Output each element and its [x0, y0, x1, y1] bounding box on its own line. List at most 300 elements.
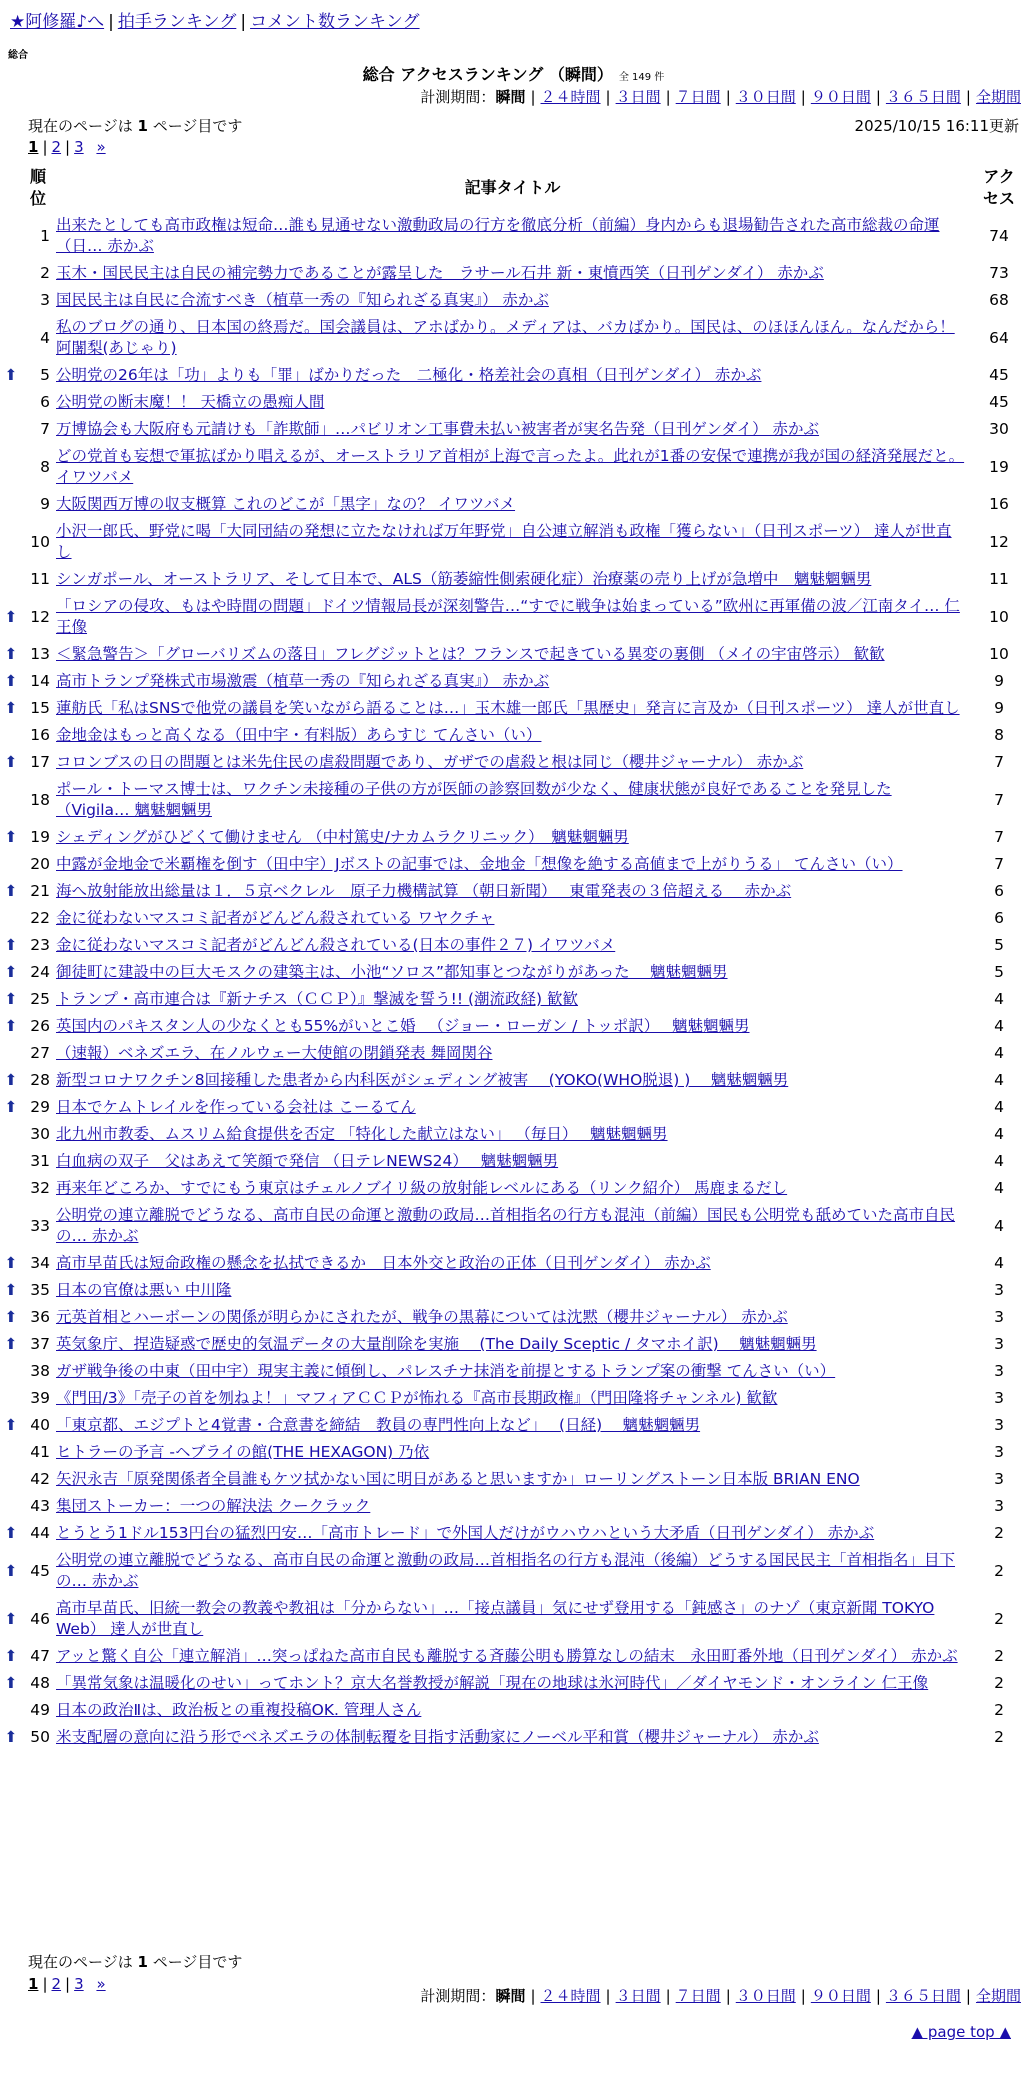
rank-number: 43 — [30, 1497, 50, 1515]
article-title-cell — [54, 722, 971, 749]
period-all[interactable]: 全期間 — [975, 88, 1021, 106]
rank-change-cell — [0, 1040, 22, 1067]
rank-number: 33 — [30, 1216, 50, 1235]
article-title-link[interactable]: アッと驚く自公「連立解消」…突っぱねた高市自民も離脱する斉藤公明も勝算なしの結末 永田町番外地（日刊ゲンダイ） 赤かぶ — [56, 1647, 958, 1665]
header-rank-label: 順位 — [29, 167, 46, 208]
rank-change-cell — [0, 749, 22, 776]
table-row — [0, 1013, 1027, 1040]
rank-up-arrow-icon: ⬆ — [4, 1647, 18, 1665]
rank-change-cell — [0, 905, 22, 932]
article-title-link[interactable]: 金に従わないマスコミ記者がどんどん殺されている ワヤクチャ — [56, 909, 495, 927]
article-title-cell — [54, 1595, 971, 1643]
access-count: 4 — [994, 1254, 1004, 1272]
rank-change-cell — [0, 1547, 22, 1595]
access-count: 6 — [994, 909, 1004, 927]
rank-up-arrow-icon: ⬆ — [4, 1071, 18, 1089]
rank-number: 12 — [30, 607, 50, 626]
rank-number: 30 — [30, 1125, 50, 1143]
access-count: 4 — [994, 1216, 1004, 1235]
article-title-link[interactable]: 国民民主は自民に合流すべき（植草一秀の『知られざる真実』） 赤かぶ — [56, 291, 549, 309]
period-selector-top — [420, 86, 1021, 108]
home-link[interactable]: ★阿修羅♪へ — [10, 12, 105, 32]
period-7d[interactable]: ７日間 — [675, 88, 721, 106]
article-title-cell — [54, 749, 971, 776]
pager-separator: | — [65, 1975, 71, 1993]
comment-ranking-link[interactable]: コメント数ランキング — [250, 12, 420, 32]
table-row — [0, 878, 1027, 905]
pager-page-2[interactable]: 2 — [51, 1975, 62, 1993]
article-title-cell — [54, 1094, 971, 1121]
rank-up-arrow-icon: ⬆ — [4, 1254, 18, 1272]
access-count: 12 — [989, 532, 1009, 551]
page-info-prefix: 現在のページは — [28, 117, 133, 135]
access-count: 3 — [994, 1416, 1004, 1434]
rank-up-arrow-icon: ⬆ — [4, 699, 18, 717]
rank-number: 22 — [30, 909, 50, 927]
article-title-link[interactable]: 元英首相とハーボーンの関係が明らかにされたが、戦争の黒幕については沈黙（櫻井ジャーナル） 赤かぶ — [56, 1308, 788, 1326]
page-title — [0, 62, 1027, 85]
article-title-cell — [54, 1724, 971, 1751]
rank-number: 24 — [30, 963, 50, 981]
rank-number: 46 — [30, 1609, 50, 1628]
rank-number: 38 — [30, 1362, 50, 1380]
page-info-suffix: ページ目です — [152, 1953, 243, 1971]
article-title-link[interactable]: 英国内のパキスタン人の少なくとも55%がいとこ婚 （ジョー・ローガン / トッポ訳） 魑魅魍魎男 — [56, 1017, 750, 1035]
period-current: 瞬間 — [495, 1987, 526, 2005]
rank-change-cell — [0, 1250, 22, 1277]
rank-change-cell — [0, 1385, 22, 1412]
table-row — [0, 641, 1027, 668]
rank-number: 10 — [30, 532, 50, 551]
applause-ranking-link[interactable]: 拍手ランキング — [117, 12, 237, 32]
access-count: 4 — [994, 1125, 1004, 1143]
pager-bottom — [28, 1975, 106, 1993]
article-title-link[interactable]: 小沢一郎氏、野党に喝「大同団結の発想に立たなければ万年野党」自公連立解消も政権「獲らない」（日刊スポーツ） 達人が世直し — [56, 522, 952, 561]
article-title-link[interactable]: トランプ・高市連合は『新ナチス（ＣＣＰ）』撃滅を誓う!! (潮流政経) 歓歓 — [56, 990, 579, 1008]
access-count: 3 — [994, 1308, 1004, 1326]
article-title-cell — [54, 1013, 971, 1040]
article-title-cell — [54, 416, 971, 443]
rank-change-cell — [0, 986, 22, 1013]
article-title-link[interactable]: コロンブスの日の問題とは米先住民の虐殺問題であり、ガザでの虐殺と根は同じ（櫻井ジャーナル） 赤かぶ — [56, 753, 804, 771]
period-separator: | — [725, 1987, 731, 2005]
period-separator: | — [875, 88, 881, 106]
rank-change-cell — [0, 1697, 22, 1724]
article-title-link[interactable]: 日本の官僚は悪い 中川隆 — [56, 1281, 232, 1299]
access-count: 4 — [994, 990, 1004, 1008]
rank-number: 48 — [30, 1674, 50, 1692]
access-count: 5 — [994, 936, 1004, 954]
table-row — [0, 518, 1027, 566]
updated-timestamp: 2025/10/15 16:11更新 — [854, 117, 1019, 135]
article-title-cell — [54, 851, 971, 878]
rank-number: 19 — [30, 828, 50, 846]
table-row — [0, 491, 1027, 518]
page-top-link[interactable]: ▲ page top ▲ — [911, 2023, 1011, 2041]
access-count: 2 — [994, 1609, 1004, 1628]
article-title-cell — [54, 389, 971, 416]
article-title-cell — [54, 1304, 971, 1331]
access-count: 2 — [994, 1561, 1004, 1580]
table-row — [0, 416, 1027, 443]
access-count: 45 — [989, 366, 1009, 384]
period-30d[interactable]: ３０日間 — [735, 88, 796, 106]
page-info-suffix: ページ目です — [152, 117, 243, 135]
access-count: 4 — [994, 1098, 1004, 1116]
access-count: 7 — [994, 828, 1004, 846]
article-title-link[interactable]: 大阪関西万博の収支概算 これのどこが「黒字」なの？ イワツバメ — [56, 495, 516, 513]
article-title-link[interactable]: 玉木・国民民主は自民の補完勢力であることが露呈した ラサール石井 新・東憤西笑（日刊ゲンダイ） 赤かぶ — [56, 264, 824, 282]
period-24h[interactable]: ２４時間 — [540, 1987, 601, 2005]
article-title-link[interactable]: 公明党の26年は「功」よりも「罪」ばかりだった 二極化・格差社会の真相（日刊ゲンダイ） 赤かぶ — [56, 366, 762, 384]
access-count: 2 — [994, 1728, 1004, 1746]
table-row — [0, 593, 1027, 641]
access-count: 6 — [994, 882, 1004, 900]
access-count: 64 — [989, 328, 1009, 347]
rank-number: 8 — [40, 457, 50, 476]
table-row — [0, 1466, 1027, 1493]
rank-change-cell — [0, 776, 22, 824]
table-row — [0, 932, 1027, 959]
access-count: 7 — [994, 753, 1004, 771]
access-count: 45 — [989, 393, 1009, 411]
article-title-cell — [54, 287, 971, 314]
table-header-row — [0, 164, 1027, 212]
rank-change-cell — [0, 362, 22, 389]
rank-up-arrow-icon: ⬆ — [4, 753, 18, 771]
article-title-link[interactable]: シェディングがひどくて働けません （中村篤史/ナカムラクリニック） 魑魅魍魎男 — [56, 828, 629, 846]
article-title-cell — [54, 878, 971, 905]
rank-number: 35 — [30, 1281, 50, 1299]
article-title-link[interactable]: 万博協会も大阪府も元請けも「詐欺師」…パビリオン工事費未払い被害者が実名告発（日刊ゲンダイ） 赤かぶ — [56, 420, 820, 438]
rank-change-cell — [0, 959, 22, 986]
rank-up-arrow-icon: ⬆ — [4, 672, 18, 690]
access-count: 9 — [994, 672, 1004, 690]
access-count: 7 — [994, 790, 1004, 809]
table-row — [0, 695, 1027, 722]
article-title-link[interactable]: 高市早苗氏、旧統一教会の教義や教祖は「分からない」…「接点議員」気にせず登用する「鈍感さ」のナゾ（東京新聞 TOKYO Web） 達人が世直し — [56, 1599, 935, 1638]
article-title-cell — [54, 1643, 971, 1670]
rank-change-cell — [0, 1493, 22, 1520]
rank-number: 7 — [40, 420, 50, 438]
access-count: 3 — [994, 1335, 1004, 1353]
period-selector-bottom — [420, 1985, 1021, 2007]
table-row — [0, 1670, 1027, 1697]
rank-change-cell — [0, 1121, 22, 1148]
rank-change-cell — [0, 878, 22, 905]
table-row — [0, 212, 1027, 260]
article-title-cell — [54, 1358, 971, 1385]
article-title-link[interactable]: 公明党の連立離脱でどうなる、高市自民の命運と激動の政局…首相指名の行方も混沌（後編）どうする国民民主「首相指名」目下の… 赤かぶ — [56, 1551, 956, 1590]
article-title-link[interactable]: 白血病の双子 父はあえて笑顔で発信 （日テレNEWS24） 魑魅魍魎男 — [56, 1152, 559, 1170]
period-separator: | — [875, 1987, 881, 2005]
table-row — [0, 1277, 1027, 1304]
access-count: 3 — [994, 1443, 1004, 1461]
rank-up-arrow-icon: ⬆ — [4, 936, 18, 954]
article-title-link[interactable]: どの党首も妄想で軍拡ばかり唱えるが、オーストラリア首相が上海で言ったよ。此れが1番の安保で連携が我が国の経済発展だと。 イワツバメ — [56, 447, 965, 486]
top-nav — [10, 10, 420, 34]
rank-change-cell — [0, 1148, 22, 1175]
article-title-cell — [54, 1175, 971, 1202]
article-title-link[interactable]: 矢沢永吉「原発関係者全員誰もケツ拭かない国に明日があると思いますか」ローリングストーン日本版 BRIAN ENO — [56, 1470, 860, 1488]
access-count: 2 — [994, 1524, 1004, 1542]
access-count: 2 — [994, 1674, 1004, 1692]
article-title-link[interactable]: 出来たとしても高市政権は短命…誰も見通せない激動政局の行方を徹底分析（前編）身内からも退場勧告された高市総裁の命運（日… 赤かぶ — [56, 216, 940, 255]
pager-page-2[interactable]: 2 — [51, 138, 62, 156]
rank-number: 9 — [40, 495, 50, 513]
section-tag: 総合 — [8, 50, 28, 61]
rank-change-cell — [0, 1304, 22, 1331]
rank-change-cell — [0, 695, 22, 722]
article-title-link[interactable]: 金地金はもっと高くなる（田中宇・有料版）あらすじ てんさい（い） — [56, 726, 542, 744]
rank-number: 28 — [30, 1071, 50, 1089]
table-row — [0, 722, 1027, 749]
access-count: 2 — [994, 1647, 1004, 1665]
table-row — [0, 1040, 1027, 1067]
rank-change-cell — [0, 1358, 22, 1385]
pager-current: 1 — [28, 138, 39, 156]
nav-separator: | — [240, 12, 247, 32]
period-all[interactable]: 全期間 — [975, 1987, 1021, 2005]
article-title-link[interactable]: 日本の政治Ⅱは、政治板との重複投稿OK. 管理人さん — [56, 1701, 422, 1719]
rank-up-arrow-icon: ⬆ — [4, 607, 18, 626]
article-title-link[interactable]: ヒトラーの予言 -ヘブライの館(THE HEXAGON) 乃依 — [56, 1443, 430, 1461]
table-row — [0, 1148, 1027, 1175]
article-title-cell — [54, 695, 971, 722]
page-info-top — [28, 115, 242, 136]
article-title-link[interactable]: 集団ストーカー：一つの解決法 クークラック — [56, 1497, 371, 1515]
period-label: 計測期間： — [420, 1987, 496, 2005]
ranking-body — [0, 212, 1027, 1751]
rank-change-cell — [0, 668, 22, 695]
header-access-label: アクセス — [982, 167, 1015, 208]
rank-number: 14 — [30, 672, 50, 690]
rank-number: 41 — [30, 1443, 50, 1461]
article-title-cell — [54, 212, 971, 260]
rank-number: 42 — [30, 1470, 50, 1488]
rank-number: 26 — [30, 1017, 50, 1035]
rank-change-cell — [0, 1724, 22, 1751]
article-title-link[interactable]: 蓮舫氏「私はSNSで他党の議員を笑いながら語ることは…」玉木雄一郎氏「黒歴史」発言に言及か（日刊スポーツ） 達人が世直し — [56, 699, 960, 717]
access-count: 10 — [989, 645, 1009, 663]
period-30d[interactable]: ３０日間 — [735, 1987, 796, 2005]
period-separator: | — [665, 88, 671, 106]
article-title-link[interactable]: ポール・トーマス博士は、ワクチン未接種の子供の方が医師の診察回数が少なく、健康状態が良好であることを発見した（Vigila… 魑魅魍魎男 — [56, 780, 892, 819]
rank-up-arrow-icon: ⬆ — [4, 366, 18, 384]
rank-number: 25 — [30, 990, 50, 1008]
table-row — [0, 287, 1027, 314]
access-count: 19 — [989, 457, 1009, 476]
page-top — [912, 2023, 1011, 2041]
period-separator: | — [800, 1987, 806, 2005]
rank-number: 21 — [30, 882, 50, 900]
article-title-link[interactable]: 《門田/3》「売子の首を刎ねよ！」マフィアＣＣＰが怖れる『高市長期政権』（門田隆将チャンネル) 歓歓 — [56, 1389, 778, 1407]
pager-separator: | — [42, 138, 48, 156]
rank-change-cell — [0, 443, 22, 491]
article-title-link[interactable]: （速報）ベネズエラ、在ノルウェー大使館の閉鎖発表 舞岡関谷 — [56, 1044, 493, 1062]
rank-number: 4 — [40, 328, 50, 347]
page-info-number: 1 — [137, 117, 148, 135]
access-count: 74 — [989, 226, 1009, 245]
access-count: 4 — [994, 1152, 1004, 1170]
article-title-cell — [54, 1277, 971, 1304]
period-separator: | — [665, 1987, 671, 2005]
article-title-link[interactable]: 金に従わないマスコミ記者がどんどん殺されている(日本の事件２７) イワツバメ — [56, 936, 616, 954]
table-row — [0, 1697, 1027, 1724]
article-title-cell — [54, 641, 971, 668]
table-row — [0, 1412, 1027, 1439]
header-title: 記事タイトル — [464, 178, 561, 197]
rank-number: 15 — [30, 699, 50, 717]
period-90d[interactable]: ９０日間 — [810, 1987, 871, 2005]
period-365d[interactable]: ３６５日間 — [885, 88, 961, 106]
rank-up-arrow-icon: ⬆ — [4, 1098, 18, 1116]
rank-number: 36 — [30, 1308, 50, 1326]
period-7d[interactable]: ７日間 — [675, 1987, 721, 2005]
access-count: 8 — [994, 726, 1004, 744]
rank-change-cell — [0, 566, 22, 593]
article-title-link[interactable]: 北九州市教委、ムスリム給食提供を否定 「特化した献立はない」 （毎日） 魑魅魍魎男 — [56, 1125, 668, 1143]
table-row — [0, 986, 1027, 1013]
article-title-cell — [54, 491, 971, 518]
rank-change-cell — [0, 212, 22, 260]
article-title-link[interactable]: ＜緊急警告＞「グローバリズムの落日」フレグジットとは？フランスで起きている異変の裏側 （メイの宇宙啓示） 歓歓 — [56, 645, 885, 663]
article-title-link[interactable]: 中露が金地金で米覇権を倒す（田中宇）Jボストの記事では、金地金「想像を絶する高値まで上がりうる」 てんさい（い） — [56, 855, 903, 873]
article-title-cell — [54, 1493, 971, 1520]
rank-number: 27 — [30, 1044, 50, 1062]
pager-next[interactable]: » — [96, 138, 106, 156]
access-count: 4 — [994, 1017, 1004, 1035]
article-title-link[interactable]: 「ロシアの侵攻、もはや時間の問題」ドイツ情報局長が深刻警告…“すでに戦争は始まっている”欧州に再軍備の波／江南タイ… 仁王像 — [56, 597, 960, 636]
article-title-link[interactable]: 再来年どころか、すでにもう東京はチェルノブイリ級の放射能レベルにある（リンク紹介） 馬鹿まるだし — [56, 1179, 788, 1197]
article-title-cell — [54, 1148, 971, 1175]
table-row — [0, 362, 1027, 389]
access-count: 10 — [989, 607, 1009, 626]
rank-change-cell — [0, 416, 22, 443]
article-title-link[interactable]: シンガポール、オーストラリア、そして日本で、ALS（筋萎縮性側索硬化症）治療薬の売り上げが急増中 魑魅魍魎男 — [56, 570, 872, 588]
article-title-link[interactable]: 御徒町に建設中の巨大モスクの建築主は、小池“ソロス”都知事とつながりがあった 魑魅魍魎男 — [56, 963, 728, 981]
article-title-cell — [54, 1547, 971, 1595]
article-title-cell — [54, 1385, 971, 1412]
rank-up-arrow-icon: ⬆ — [4, 882, 18, 900]
table-row — [0, 1202, 1027, 1250]
period-separator: | — [605, 1987, 611, 2005]
period-24h[interactable]: ２４時間 — [540, 88, 601, 106]
page-info-bottom — [28, 1951, 242, 1972]
rank-change-cell — [0, 287, 22, 314]
rank-change-cell — [0, 1439, 22, 1466]
rank-number: 40 — [30, 1416, 50, 1434]
rank-up-arrow-icon: ⬆ — [4, 1308, 18, 1326]
pager-page-3[interactable]: 3 — [74, 138, 84, 156]
rank-number: 17 — [30, 753, 50, 771]
article-title-cell — [54, 1670, 971, 1697]
pager-page-3[interactable]: 3 — [74, 1975, 84, 1993]
article-title-cell — [54, 986, 971, 1013]
page-info-number: 1 — [137, 1953, 148, 1971]
article-title-cell — [54, 905, 971, 932]
article-title-cell — [54, 1121, 971, 1148]
table-row — [0, 260, 1027, 287]
access-count: 4 — [994, 1044, 1004, 1062]
rank-change-cell — [0, 491, 22, 518]
access-count: 73 — [989, 264, 1009, 282]
table-row — [0, 824, 1027, 851]
rank-number: 37 — [30, 1335, 50, 1353]
article-title-link[interactable]: 英気象庁、捏造疑惑で歴史的気温データの大量削除を実施 (The Daily Sceptic / タマホイ訳) 魑魅魍魎男 — [56, 1335, 817, 1353]
table-row — [0, 1547, 1027, 1595]
rank-up-arrow-icon: ⬆ — [4, 1335, 18, 1353]
pager-next[interactable]: » — [96, 1975, 106, 1993]
table-row — [0, 1175, 1027, 1202]
period-current: 瞬間 — [495, 88, 526, 106]
rank-number: 2 — [40, 264, 50, 282]
rank-up-arrow-icon: ⬆ — [4, 828, 18, 846]
period-3d[interactable]: ３日間 — [615, 1987, 661, 2005]
period-separator: | — [725, 88, 731, 106]
period-separator: | — [965, 1987, 971, 2005]
rank-change-cell — [0, 518, 22, 566]
article-title-link[interactable]: 公明党の連立離脱でどうなる、高市自民の命運と激動の政局…首相指名の行方も混沌（前編）国民も公明党も舐めていた高市自民の… 赤かぶ — [56, 1206, 956, 1245]
rank-up-arrow-icon: ⬆ — [4, 1674, 18, 1692]
rank-change-cell — [0, 593, 22, 641]
rank-number: 44 — [30, 1524, 50, 1542]
rank-number: 20 — [30, 855, 50, 873]
article-title-link[interactable]: 高市早苗氏は短命政権の懸念を払拭できるか 日本外交と政治の正体（日刊ゲンダイ） 赤かぶ — [56, 1254, 711, 1272]
article-title-link[interactable]: 私のブログの通り、日本国の終焉だ。国会議員は、アホばかり。メディアは、バカばかり。国民は、のほほんほん。なんだから！ 阿闍梨(あじゃり) — [56, 318, 955, 357]
article-title-cell — [54, 518, 971, 566]
rank-change-cell — [0, 1670, 22, 1697]
rank-number: 18 — [30, 790, 50, 809]
article-title-link[interactable]: 高市トランプ発株式市場激震（植草一秀の『知られざる真実』） 赤かぶ — [56, 672, 550, 690]
rank-number: 49 — [30, 1701, 50, 1719]
period-3d[interactable]: ３日間 — [615, 88, 661, 106]
period-365d[interactable]: ３６５日間 — [885, 1987, 961, 2005]
access-count: 68 — [989, 291, 1009, 309]
article-title-cell — [54, 314, 971, 362]
rank-change-cell — [0, 851, 22, 878]
article-title-cell — [54, 593, 971, 641]
rank-change-cell — [0, 1175, 22, 1202]
pager-current: 1 — [28, 1975, 39, 1993]
rank-change-cell — [0, 260, 22, 287]
rank-number: 5 — [40, 366, 50, 384]
article-title-cell — [54, 959, 971, 986]
article-title-link[interactable]: 新型コロナワクチン8回接種した患者から内科医がシェディング被害 (YOKO(WHO脱退) ) 魑魅魍魎男 — [56, 1071, 789, 1089]
rank-change-cell — [0, 1412, 22, 1439]
rank-number: 1 — [40, 226, 50, 245]
rank-number: 45 — [30, 1561, 50, 1580]
rank-number: 31 — [30, 1152, 50, 1170]
article-title-link[interactable]: 「異常気象は温暖化のせい」ってホント？京大名誉教授が解説「現在の地球は氷河時代」／ダイヤモンド・オンライン 仁王像 — [56, 1674, 929, 1692]
period-separator: | — [965, 88, 971, 106]
article-title-link[interactable]: 米支配層の意向に沿う形でベネズエラの体制転覆を目指す活動家にノーベル平和賞（櫻井ジャーナル） 赤かぶ — [56, 1728, 819, 1746]
article-title-link[interactable]: 「東京都、エジプトと4覚書・合意書を締結 教員の専門性向上など」 (日経) 魑魅魍魎男 — [56, 1416, 701, 1434]
rank-change-cell — [0, 1595, 22, 1643]
rank-change-cell — [0, 1643, 22, 1670]
access-count: 3 — [994, 1389, 1004, 1407]
period-90d[interactable]: ９０日間 — [810, 88, 871, 106]
article-title-link[interactable]: 公明党の断末魔！！ 天橋立の愚痴人間 — [56, 393, 325, 411]
article-title-link[interactable]: 海へ放射能放出総量は１．５京ベクレル 原子力機構試算 （朝日新聞） 東電発表の３倍超える 赤かぶ — [56, 882, 792, 900]
rank-number: 3 — [40, 291, 50, 309]
article-title-link[interactable]: ガザ戦争後の中東（田中宇）現実主義に傾倒し、パレスチナ抹消を前提とするトランプ案の衝撃 てんさい（い） — [56, 1362, 836, 1380]
article-title-link[interactable]: とうとう1ドル153円台の猛烈円安…「高市トレード」で外国人だけがウハウハという大矛盾（日刊ゲンダイ） 赤かぶ — [56, 1524, 875, 1542]
table-row — [0, 566, 1027, 593]
pager-separator: | — [42, 1975, 48, 1993]
article-title-link[interactable]: 日本でケムトレイルを作っている会社は こーるてん — [56, 1098, 416, 1116]
rank-number: 23 — [30, 936, 50, 954]
